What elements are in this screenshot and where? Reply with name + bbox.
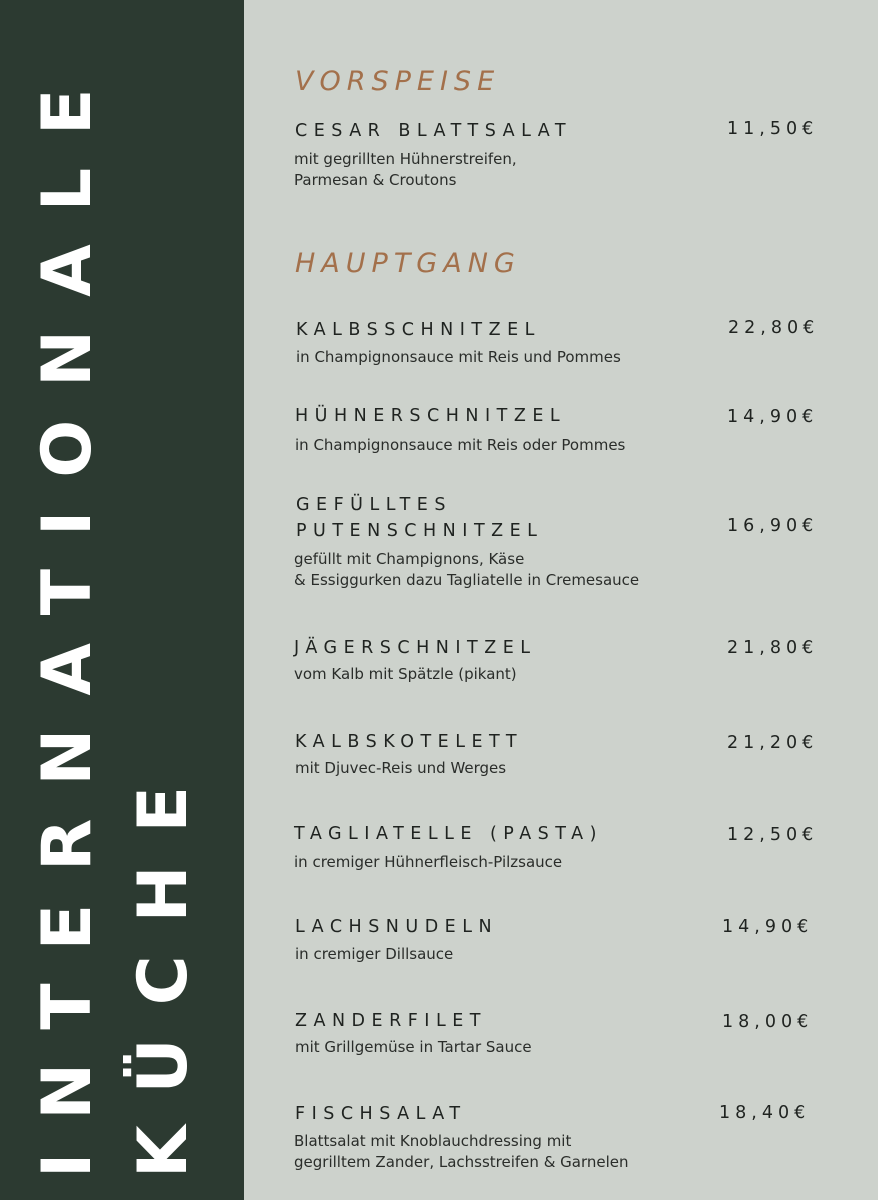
menu-item-price: 14,90€: [727, 407, 819, 427]
menu-item-description: in Champignonsauce mit Reis und Pommes: [296, 348, 621, 366]
section-title-vorspeise: VORSPEISE: [295, 66, 501, 97]
menu-item-name: FISCHSALAT: [295, 1104, 467, 1124]
menu-item-description: in cremiger Dillsauce: [295, 945, 454, 963]
menu-item-price: 22,80€: [728, 318, 820, 338]
menu-item-description: mit Djuvec-Reis und Werges: [295, 759, 507, 777]
menu-item-name: ZANDERFILET: [295, 1011, 487, 1031]
menu-item-description: gefüllt mit Champignons, Käse & Essiggurken dazu Tagliatelle in Cremesauce: [294, 550, 640, 589]
menu-item-description: Blattsalat mit Knoblauchdressing mit gegrilltem Zander, Lachsstreifen & Garnelen: [294, 1132, 629, 1171]
section-title-hauptgang: HAUPTGANG: [295, 248, 521, 279]
menu-item-description: in Champignonsauce mit Reis oder Pommes: [295, 436, 626, 454]
menu-item-name: JÄGERSCHNITZEL: [294, 638, 537, 658]
menu-item-price: 18,40€: [719, 1103, 811, 1123]
sidebar-title-line1: INTERNATIONALE: [28, 55, 107, 1178]
menu-item-price: 12,50€: [727, 825, 819, 845]
menu-item-price: 16,90€: [727, 516, 819, 536]
menu-item-description: in cremiger Hühnerfleisch-Pilzsauce: [294, 853, 563, 871]
menu-item-price: 18,00€: [722, 1012, 814, 1032]
menu-item-name: GEFÜLLTES PUTENSCHNITZEL: [296, 495, 544, 541]
menu-item-name: LACHSNUDELN: [295, 917, 499, 937]
menu-item-price: 21,20€: [727, 733, 819, 753]
menu-item-price: 14,90€: [722, 917, 814, 937]
sidebar-title-line2: KÜCHE: [124, 753, 203, 1178]
menu-item-price: 21,80€: [727, 638, 819, 658]
menu-item-name: KALBSKOTELETT: [295, 732, 524, 752]
menu-item-name: HÜHNERSCHNITZEL: [295, 406, 567, 426]
menu-item-name: KALBSSCHNITZEL: [296, 320, 541, 340]
menu-item-description: mit Grillgemüse in Tartar Sauce: [295, 1038, 532, 1056]
menu-item-description: mit gegrillten Hühnerstreifen, Parmesan & Croutons: [294, 150, 517, 189]
menu-item-price: 11,50€: [727, 119, 819, 139]
menu-item-name: TAGLIATELLE (PASTA): [294, 824, 603, 844]
menu-item-description: vom Kalb mit Spätzle (pikant): [294, 665, 517, 683]
menu-item-name: CESAR BLATTSALAT: [295, 121, 573, 141]
